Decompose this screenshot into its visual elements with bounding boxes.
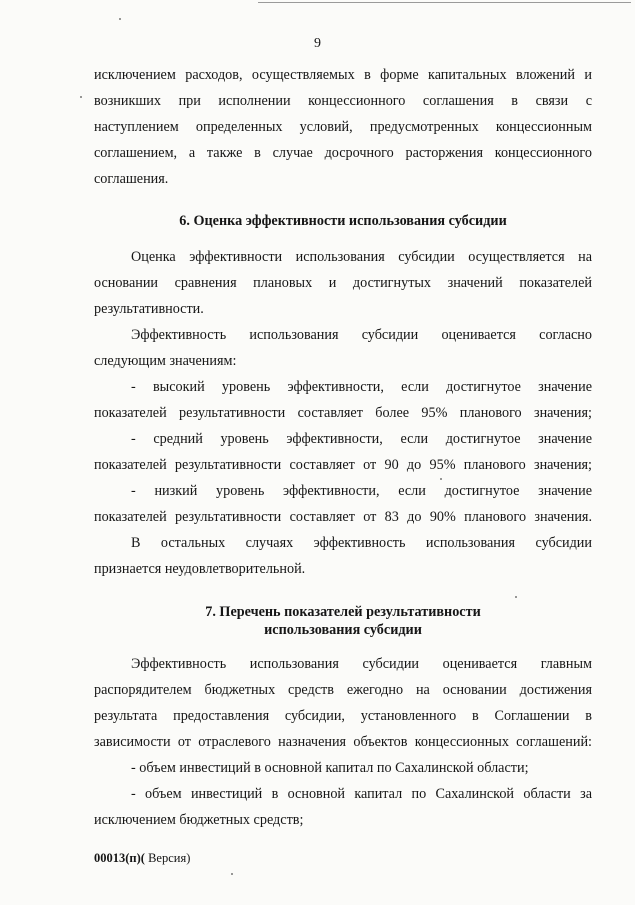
paragraph-line: наступлением определенных условий, предусмотренных концессионным xyxy=(94,119,592,135)
section-6-body xyxy=(94,244,592,582)
list-item-line: - низкий уровень эффективности, если достигнутое значение xyxy=(131,483,592,499)
section-7-heading-line-2: использования субсидии xyxy=(264,622,422,638)
document-footer-code xyxy=(94,851,190,866)
paragraph-line: распорядителем бюджетных средств ежегодно на основании достижения xyxy=(94,682,592,698)
paragraph-line: соглашения. xyxy=(94,171,169,187)
paragraph-line: Оценка эффективности использования субсидии осуществляется на xyxy=(131,249,592,265)
page-number: 9 xyxy=(314,36,321,51)
paragraph-line: признается неудовлетворительной. xyxy=(94,561,306,577)
list-item-line: - объем инвестиций в основной капитал по Сахалинской области за xyxy=(131,786,592,802)
intro-paragraph xyxy=(94,62,592,192)
list-item-line: исключением бюджетных средств; xyxy=(94,812,304,828)
footer-code: 00013(п)( xyxy=(94,851,145,865)
section-7-heading-line-1: 7. Перечень показателей результативности xyxy=(205,604,481,620)
paragraph-line: следующим значениям: xyxy=(94,353,237,369)
section-6-heading: 6. Оценка эффективности использования субсидии xyxy=(179,213,507,229)
paragraph-line: Эффективность использования субсидии оценивается согласно xyxy=(131,327,592,343)
paragraph-line: результативности. xyxy=(94,301,204,317)
paragraph-line: основании сравнения плановых и достигнутых значений показателей xyxy=(94,275,592,291)
paragraph-line: результата предоставления субсидии, установленного в Соглашении в xyxy=(94,708,592,724)
paragraph-line: исключением расходов, осуществляемых в форме капитальных вложений и xyxy=(94,67,592,83)
list-item-line: показателей результативности составляет более 95% планового значения; xyxy=(94,405,592,421)
scan-speck xyxy=(515,596,517,598)
scan-speck xyxy=(80,96,82,98)
list-item-line: - высокий уровень эффективности, если достигнутое значение xyxy=(131,379,592,395)
list-item-line: - средний уровень эффективности, если достигнутое значение xyxy=(131,431,592,447)
scan-speck xyxy=(119,18,121,20)
scan-speck xyxy=(440,478,442,480)
scan-speck xyxy=(231,873,233,875)
list-item-line: показателей результативности составляет от 83 до 90% планового значения. xyxy=(94,509,592,525)
paragraph-line: Эффективность использования субсидии оценивается главным xyxy=(131,656,592,672)
list-item-line: показателей результативности составляет от 90 до 95% планового значения; xyxy=(94,457,592,473)
paragraph-line: В остальных случаях эффективность использования субсидии xyxy=(131,535,592,551)
paragraph-line: возникших при исполнении концессионного соглашения в связи с xyxy=(94,93,592,109)
section-7-body xyxy=(94,651,592,833)
top-edge-line xyxy=(258,2,631,3)
list-item-line: - объем инвестиций в основной капитал по Сахалинской области; xyxy=(131,760,529,776)
paragraph-line: зависимости от отраслевого назначения объектов концессионных соглашений: xyxy=(94,734,592,750)
paragraph-line: соглашением, а также в случае досрочного расторжения концессионного xyxy=(94,145,592,161)
footer-version: Версия) xyxy=(144,851,191,865)
section-7-heading xyxy=(94,603,592,639)
